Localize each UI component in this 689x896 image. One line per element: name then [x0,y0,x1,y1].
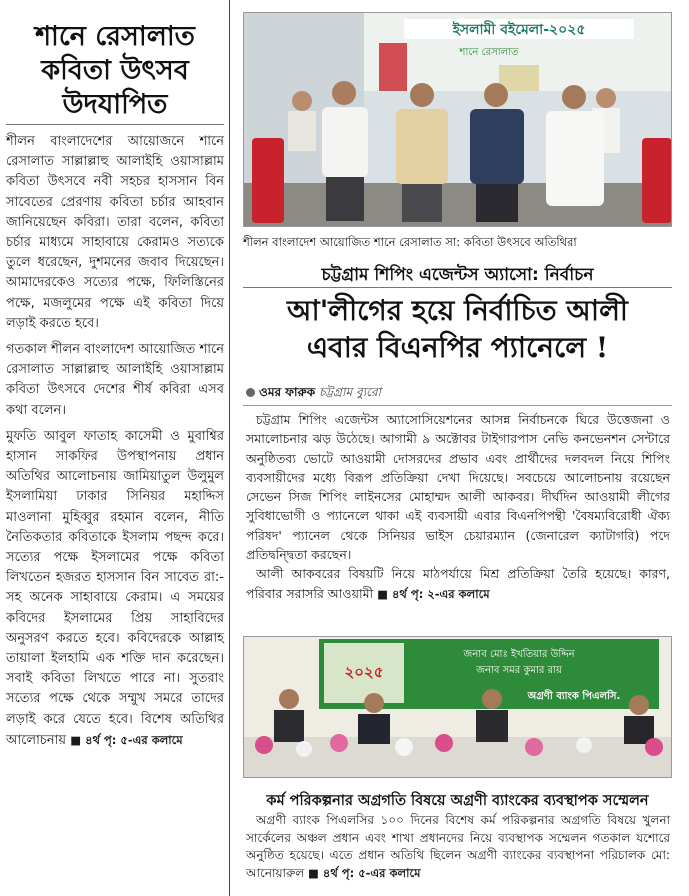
left-jump-text: ৪র্থ পৃ: ৫-এর কলামে [85,732,183,747]
bottom-paragraph [246,812,670,882]
officer-1-head [279,689,299,709]
main-jump-link[interactable]: ■ ৪র্থ পৃ: ২-এর কলামে [377,586,490,601]
main-headline-line1: আ'লীগের হয়ে নির্বাচিত আলী [287,294,628,327]
person-back-2-head [596,88,616,108]
left-article-body [6,132,224,757]
main-article-kicker: চট্টগ্রাম শিপিং এজেন্টস অ্যাসো: নির্বাচন [321,265,594,285]
left-headline-line2: কবিতা উৎসব [41,55,189,86]
kicker-divider [243,287,672,288]
main-paragraph-1: চট্টগ্রাম শিপিং এজেন্টস অ্যাসোসিয়েশনের আসন্ন নির্বাচনকে ঘিরে উত্তেজনা ও সমালোচনার ঝড় উঠেছে। আগামী ৯ অক্টোবর টাইগারপাস নেভি কনভেনশন সেন্টারে অনুষ্ঠিতব্য ভোটে আওয়ামী দোসরদের প্রভাব এবং প্রার্থীদের দলবদল নিয়ে শিপিং ব্যবসায়ীদের মধ্যে বিরূপ প্রতিক্রিয়া দেখা দিয়েছে। সবচেয়ে আলোচনায় রয়েছেন সেভেন সিজ শিপিং লাইনসের মোহাম্মদ আলী আকবর। দীর্ঘদিন আওয়ামী লীগের সুবিধাভোগী ও প্যানেলে থাকা এই ব্যবসায়ী এবার বিএনপিপন্থী 'বৈষম্যবিরোধী ঐক্য পরিষদ' প্যানেল থেকে সিনিয়র ভাইস চেয়ারম্যান (জেনারেল ক্যাটাগরি) পদে প্রতিদ্বন্দ্বিতা করছেন। [246,412,670,563]
main-paragraph-2-text: আলী আকবরের বিষয়টি নিয়ে মাঠপর্যায়ে মিশ্র প্রতিক্রিয়া তৈরি হয়েছে। কারণ, পরিবার সরাসরি আওয়ামী [246,566,670,601]
officer-1-suit [274,710,304,742]
byline-author: ওমর ফারুক [259,385,316,399]
main-paragraph-2 [246,564,670,604]
person-back-1-body [288,111,316,151]
left-headline-divider [6,124,224,125]
main-jump-text: ৪র্থ পৃ: ২-এর কলামে [391,586,490,601]
top-photo-caption: শীলন বাংলাদেশ আয়োজিত শানে রেসালাত সা: কবিতা উৎসবে অতিথিরা [243,235,577,249]
guest-1-shirt [322,107,368,177]
flower-8 [645,738,663,756]
red-chair-right [642,138,672,223]
banner-red-book [379,43,407,91]
banner-name-2: জনাব সমর কুমার রায় [476,665,562,676]
guest-3-trousers [476,184,518,222]
guest-2-head [410,83,434,107]
bank-conference-illustration [244,637,672,778]
officer-2-suit [358,714,390,744]
bottom-photo [243,636,672,778]
banner-name-1: জনাব মোঃ ইখতিয়ার উদ্দিন [463,649,575,660]
person-back-1-head [292,91,312,111]
event-photo-illustration [244,13,672,227]
left-paragraph-3-text: মুফতি আবুল ফাতাহ কাসেমী ও মুবাশ্বির হাসান সাকফির উপস্থাপনায় প্রধান অতিথির আলোচনায় জামিয়াতুল উলুমুল ইসলামিয়া ঢাকার সিনিয়র মহাদ্দিস মাওলানা মুহিব্বুর রহমান বলেন, নীতি নৈতিকতার কবিতাকে ইসলাম পছন্দ করে। সত্যের পক্ষে ইসলামের পক্ষে কবিতা লিখতেন হজরত হাসসান বিন সাবেত রা:-সহ অনেক সাহাবায়ে কেরাম। এ সময়ের কবিদের ইসলামের প্রিয় সাহাবিদের অনুসরণ করতে হবে। কবিদেরকে আল্লাহ তায়ালা ইলহামি এক শক্তি দান করেছেন। সবাই কবিতা লিখতে পারে না। সুতরাং সত্যের পক্ষে থেকে সম্মুখ সমরে তাদের লড়াই করে যেতে হবে। বিশেষ অতিথির আলোচনায় [6,428,224,748]
main-article-headline [243,292,672,366]
bottom-paragraph-text: অগ্রণী ব্যাংক পিএলসির ১০০ দিনের বিশেষ কর্ম পরিকল্পনার অগ্রগতি বিষয়ে খুলনা সার্কেলের অঞ্চল প্রধান এবং শাখা প্রধানদের নিয়ে ব্যবস্থাপক সম্মেলন গতকাল যশোরে অনুষ্ঠিত হয়েছে। এতে প্রধান অতিথি ছিলেন অগ্রণী ব্যাংকের ব্যবস্থাপনা পরিচালক মো: আনোয়ারুল [246,813,670,880]
bottom-jump-text: ৪র্থ পৃ: ৫-এর কলামে [322,865,421,880]
guest-1-trousers [326,177,364,221]
byline [246,384,381,404]
flower-7 [576,737,592,753]
flower-1 [255,736,273,754]
left-article-headline [6,20,224,122]
guest-4-robe [546,111,604,206]
red-chair-left [252,138,284,223]
officer-3-suit [476,710,508,742]
left-paragraph-3 [6,427,224,751]
guest-3-head [484,83,508,107]
byline-divider [243,405,672,406]
left-headline-line1: শানে রেসালাত [35,21,195,52]
guest-4-head [562,85,586,109]
photo-floor [244,183,672,227]
byline-bullet-icon [246,388,255,397]
left-paragraph-1: শীলন বাংলাদেশের আয়োজনে শানে রেসালাত সাল্লাল্লাহু আলাইহি ওয়াসাল্লাম কবিতা উৎসবে নবী সহচর হাসসান বিন সাবেতের প্রেরণায় কবিতা চর্চার আহবান জানিয়েছেন কবিরা। তারা বলেন, কবিতা চর্চার মাধ্যমে সাহাবায়ে কেরামও সত্যকে তুলে ধরেছেন, দুশমনের জবাব দিয়েছেন। আমাদেরকেও সত্যের পক্ষে, ফিলিস্তিনের পক্ষে, মজলুমের পক্ষে এই কবিতা দিয়ে লড়াই করতে হবে। [6,134,224,331]
top-photo [243,12,672,227]
banner-title-text: ইসলামী বইমেলা-২০২৫ [452,22,586,38]
officer-3-head [482,689,502,709]
guest-1-head [332,81,356,105]
guest-3-panjabi [470,109,524,184]
flower-3 [330,734,348,752]
bottom-article-headline: কর্ম পরিকল্পনার অগ্রগতি বিষয়ে অগ্রণী ব্যাংকের ব্যবস্থাপক সম্মেলন [266,793,649,809]
banner-brand: অগ্রণী ব্যাংক পিএলসি. [527,691,621,702]
left-headline-line3: উদযাপিত [62,89,168,120]
banner-sub-text: শানে রেসালাত [459,47,519,58]
byline-bureau: চট্টগ্রাম ব্যুরো [318,385,382,399]
banner-year-text: ২০২৫ [344,663,384,681]
guest-2-trousers [402,184,442,222]
officer-2-head [364,693,384,713]
flower-5 [435,734,453,752]
main-article-body [246,410,670,604]
flower-6 [525,738,543,756]
officer-4-head [629,695,649,715]
left-jump-link[interactable]: ■ ৪র্থ পৃ: ৫-এর কলামে [70,732,183,747]
guest-2-panjabi [396,109,448,184]
bottom-jump-link[interactable]: ■ ৪র্থ পৃ: ৫-এর কলামে [308,865,421,880]
left-column [0,0,230,896]
flower-4 [395,738,413,756]
bottom-article-body [246,812,670,882]
flower-2 [296,741,312,757]
left-paragraph-2: গতকাল শীলন বাংলাদেশ আয়োজিত শানে রেসালাত সাল্লাল্লাহু আলাইহি ওয়াসাল্লাম কবিতা উৎসবে দেশের শীর্ষ কবিরা এসব কথা বলেন। [6,342,224,418]
main-headline-line2: এবার বিএনপির প্যানেলে ! [306,331,609,364]
